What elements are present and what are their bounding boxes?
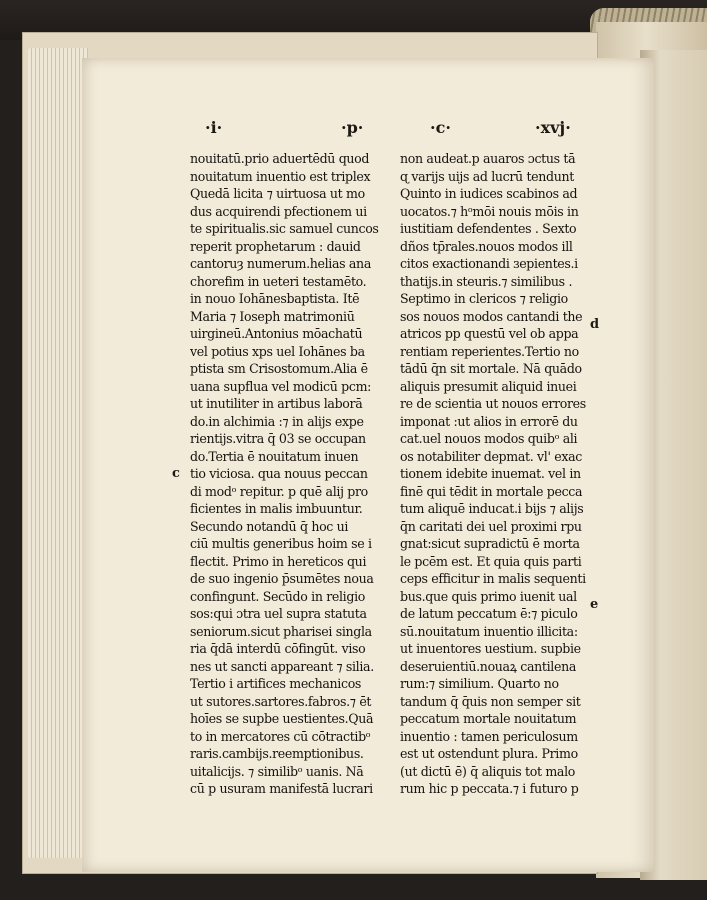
- text-column-right: [400, 150, 599, 798]
- signature-mark-i: ·i·: [205, 118, 223, 137]
- text-line-left: ciū multis generibus hoim se i: [190, 536, 372, 551]
- text-line-right: non audeat.p auaros ɔctus tā: [400, 151, 576, 166]
- text-line-left: confingunt. Secūdo in religio: [190, 588, 365, 604]
- text-line-right: iustitiam defendentes . Sexto: [400, 221, 577, 236]
- text-line-left: do.in alchimia :⁊ in alijs expe: [190, 413, 364, 429]
- text-line-left: chorefim in ueteri testamēto.: [190, 273, 367, 289]
- margin-letter-e: e: [590, 597, 599, 612]
- text-line-left: Tertio i artifices mechanicos: [190, 676, 362, 691]
- text-line-left: ut inutiliter in artibus laborā: [190, 396, 363, 411]
- text-line-right: aliquis presumit aliquid inuei: [400, 378, 577, 394]
- signature-mark-p: ·p·: [341, 118, 364, 137]
- text-line-right: ut inuentores uestium. supbie: [400, 641, 581, 656]
- text-line-left: ut sutores.sartores.fabros.⁊ ēt: [190, 693, 372, 709]
- margin-letter-d: d: [590, 317, 600, 332]
- text-line-left: ria q̄dā interdū cōfingūt. viso: [190, 641, 366, 656]
- text-line-left: flectit. Primo in hereticos qui: [190, 553, 367, 569]
- text-line-right: sū.nouitatum inuentio illicita:: [400, 623, 578, 639]
- text-line-left: to in mercatores cū cōtractibᵒ: [190, 728, 371, 744]
- signature-mark-c: ·c·: [430, 118, 451, 137]
- text-line-right: gnat:sicut supradictū ē morta: [400, 536, 580, 551]
- text-line-right: tandum q̄ q̄uis non semper sit: [400, 693, 581, 709]
- text-line-right: inuentio : tamen periculosum: [400, 728, 578, 744]
- text-line-right: thatijs.in steuris.⁊ similibus .: [400, 273, 573, 289]
- text-line-left: tio viciosa. qua nouus peccan: [190, 466, 368, 481]
- text-line-left: de suo ingenio p̄sumētes noua: [190, 571, 374, 586]
- text-line-right: rum:⁊ similium. Quarto no: [400, 676, 559, 691]
- text-line-left: nes ut sancti appareant ⁊ silia.: [190, 658, 374, 674]
- text-line-left: raris.cambijs.reemptionibus.: [190, 746, 364, 761]
- text-line-right: atricos pp questū vel ob appa: [400, 326, 579, 341]
- text-line-right: de latum peccatum ē:⁊ piculo: [400, 606, 578, 621]
- text-line-right: est ut ostendunt plura. Primo: [400, 746, 578, 761]
- text-line-right: peccatum mortale nouitatum: [400, 711, 577, 726]
- text-line-right: Septimo in clericos ⁊ religio: [400, 291, 568, 306]
- text-line-right: rentiam reperientes.Tertio no: [400, 343, 579, 359]
- text-line-right: finē qui tēdit in mortale pecca: [400, 483, 583, 499]
- text-line-right: citos exactionandi ɜepientes.i: [400, 256, 578, 271]
- text-line-left: vel potius xps uel Iohānes ba: [190, 343, 365, 359]
- text-line-left: do.Tertia ē nouitatum inuen: [190, 448, 359, 464]
- text-line-right: os notabiliter depmat. vl' exac: [400, 448, 582, 464]
- text-line-right: ɋ varijs uijs ad lucrū tendunt: [400, 168, 574, 184]
- text-line-left: cantoruȝ numerum.helias ana: [190, 256, 371, 271]
- text-line-right: ceps efficitur in malis sequenti: [400, 571, 586, 586]
- text-line-left: reperit prophetarum : dauid: [190, 238, 361, 254]
- text-line-left: ficientes in malis imbuuntur.: [190, 501, 363, 516]
- left-page-edges: [28, 48, 88, 858]
- text-line-right: uocatos.⁊ hᵒmōi nouis mōis in: [400, 203, 579, 219]
- text-line-left: sos:qui ɔtra uel supra statuta: [190, 606, 367, 621]
- text-line-left: seniorum.sicut pharisei singla: [190, 623, 372, 639]
- text-line-left: dus acquirendi pfectionem ui: [190, 203, 367, 219]
- text-line-left: in nouo Iohānesbaptista. Itē: [190, 291, 360, 306]
- text-line-left: ptista sm Crisostomum.Alia ē: [190, 361, 368, 376]
- text-line-left: te spiritualis.sic samuel cuncos: [190, 221, 379, 236]
- text-line-left: Maria ⁊ Ioseph matrimoniū: [190, 308, 355, 324]
- margin-letter-c: c: [172, 466, 180, 481]
- text-line-left: hoīes se supbe uestientes.Quā: [190, 711, 374, 726]
- text-line-left: Quedā licita ⁊ uirtuosa ut mo: [190, 186, 365, 201]
- text-line-left: Secundo notandū q̄ hoc ui: [190, 518, 349, 534]
- text-line-right: deseruientiū.nouaꝝ cantilena: [400, 658, 577, 674]
- text-line-right: re de scientia ut nouos errores: [400, 396, 586, 411]
- text-line-right: tādū q̄n sit mortale. Nā quādo: [400, 361, 582, 376]
- text-line-right: sos nouos modos cantandi the: [400, 308, 583, 324]
- text-line-right: cat.uel nouos modos quibᵒ ali: [400, 431, 578, 446]
- text-line-right: tum aliquē inducat.i bijs ⁊ alijs: [400, 501, 584, 516]
- text-line-left: uana supflua vel modicū pcm:: [190, 378, 372, 394]
- text-line-right: tionem idebite inuemat. vel in: [400, 466, 581, 481]
- text-line-left: rientijs.vitra q̄ 03 se occupan: [190, 431, 366, 446]
- text-line-right: (ut dictū ē) q̄ aliquis tot malo: [400, 763, 575, 779]
- text-line-left: cū p usuram manifestā lucrari: [190, 781, 373, 796]
- text-line-left: di modᵒ repitur. p quē alij pro: [190, 483, 368, 499]
- text-line-right: le pcēm est. Et quia quis parti: [400, 553, 582, 569]
- text-line-right: rum hic p peccata.⁊ i futuro p: [400, 781, 579, 796]
- text-line-left: nouitatū.prio aduertēdū quod: [190, 151, 370, 166]
- folio-number: ·xvj·: [535, 118, 571, 137]
- text-column-left: [190, 150, 380, 798]
- text-line-right: dños tp̄rales.nouos modos ill: [400, 238, 573, 254]
- text-line-right: Quinto in iudices scabinos ad: [400, 186, 578, 201]
- text-line-left: nouitatum inuentio est triplex: [190, 168, 371, 184]
- text-line-right: bus.que quis primo iuenit ual: [400, 588, 577, 604]
- text-line-right: q̄n caritati dei uel proximi rpu: [400, 518, 582, 534]
- text-line-left: uitalicijs. ⁊ similibᵒ uanis. Nā: [190, 763, 364, 779]
- text-line-left: uirgineū.Antonius mōachatū: [190, 326, 363, 341]
- text-line-right: imponat :ut alios in errorē du: [400, 413, 578, 429]
- running-header: [0, 118, 707, 142]
